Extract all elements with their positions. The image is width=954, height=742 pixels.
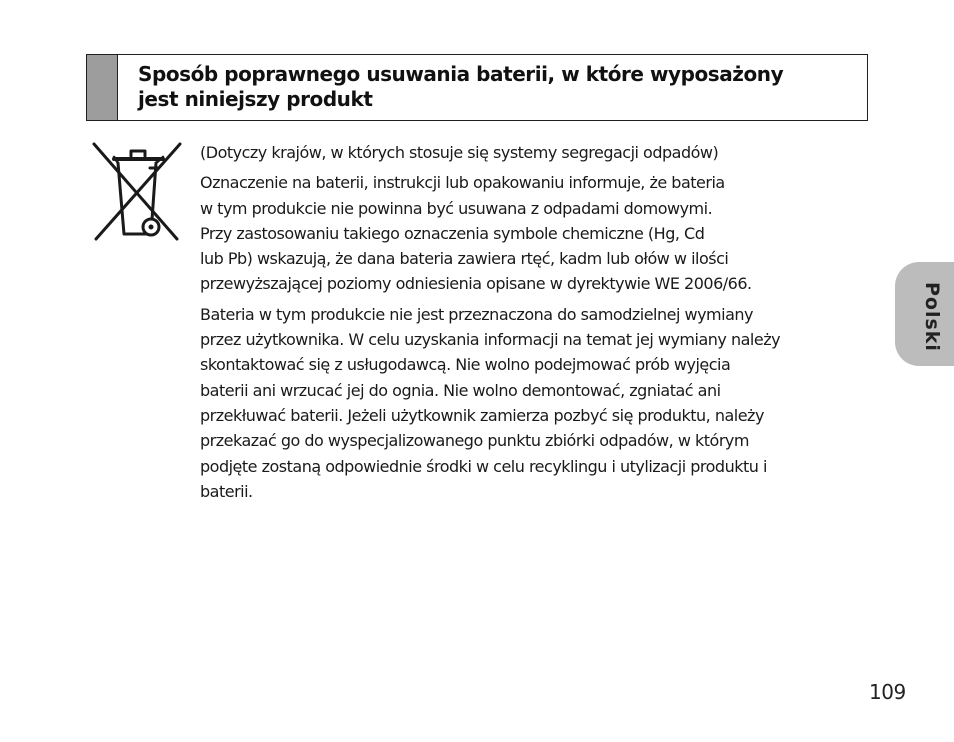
crossed-out-wheeled-bin-icon xyxy=(91,141,185,243)
text-line: przewyższającej poziomy odniesienia opisane w dyrektywie WE 2006/66. xyxy=(200,274,752,294)
section-title-line: jest niniejszy produkt xyxy=(138,87,373,111)
text-line: Bateria w tym produkcie nie jest przeznaczona do samodzielnej wymiany xyxy=(200,304,753,324)
text-line: Oznaczenie na baterii, instrukcji lub opakowaniu informuje, że bateria xyxy=(200,173,725,193)
text-line: przekazać go do wyspecjalizowanego punktu zbiórki odpadów, w którym xyxy=(200,431,749,451)
text-line: podjęte zostaną odpowiednie środki w celu recyklingu i utylizacji produktu i xyxy=(200,456,767,476)
text-line: w tym produkcie nie powinna być usuwana z odpadami domowymi. xyxy=(200,198,713,218)
text-line: baterii ani wrzucać jej do ognia. Nie wolno demontować, zgniatać ani xyxy=(200,380,721,400)
section-title-line: Sposób poprawnego usuwania baterii, w które wyposażony xyxy=(138,62,784,86)
text-line: baterii. xyxy=(200,481,253,501)
text-line: skontaktować się z usługodawcą. Nie wolno podejmować prób wyjęcia xyxy=(200,355,731,375)
heading-marker-tab xyxy=(87,55,118,120)
language-tab-label: Polski xyxy=(921,282,943,352)
text-line: przez użytkownika. W celu uzyskania informacji na temat jej wymiany należy xyxy=(200,330,781,350)
text-line: przekłuwać baterii. Jeżeli użytkownik zamierza pozbyć się produktu, należy xyxy=(200,405,764,425)
text-line: lub Pb) wskazują, że dana bateria zawiera rtęć, kadm lub ołów w ilości xyxy=(200,249,729,269)
text-line: (Dotyczy krajów, w których stosuje się systemy segregacji odpadów) xyxy=(200,143,719,162)
section-heading-box xyxy=(86,54,868,121)
paragraph-scope xyxy=(200,140,870,165)
text-line: Przy zastosowaniu takiego oznaczenia symbole chemiczne (Hg, Cd xyxy=(200,223,705,243)
paragraph-replacement xyxy=(200,302,870,504)
paragraph-marking xyxy=(200,170,870,296)
disposal-instructions xyxy=(200,140,870,509)
section-title xyxy=(138,62,783,120)
page-number: 109 xyxy=(869,680,906,704)
